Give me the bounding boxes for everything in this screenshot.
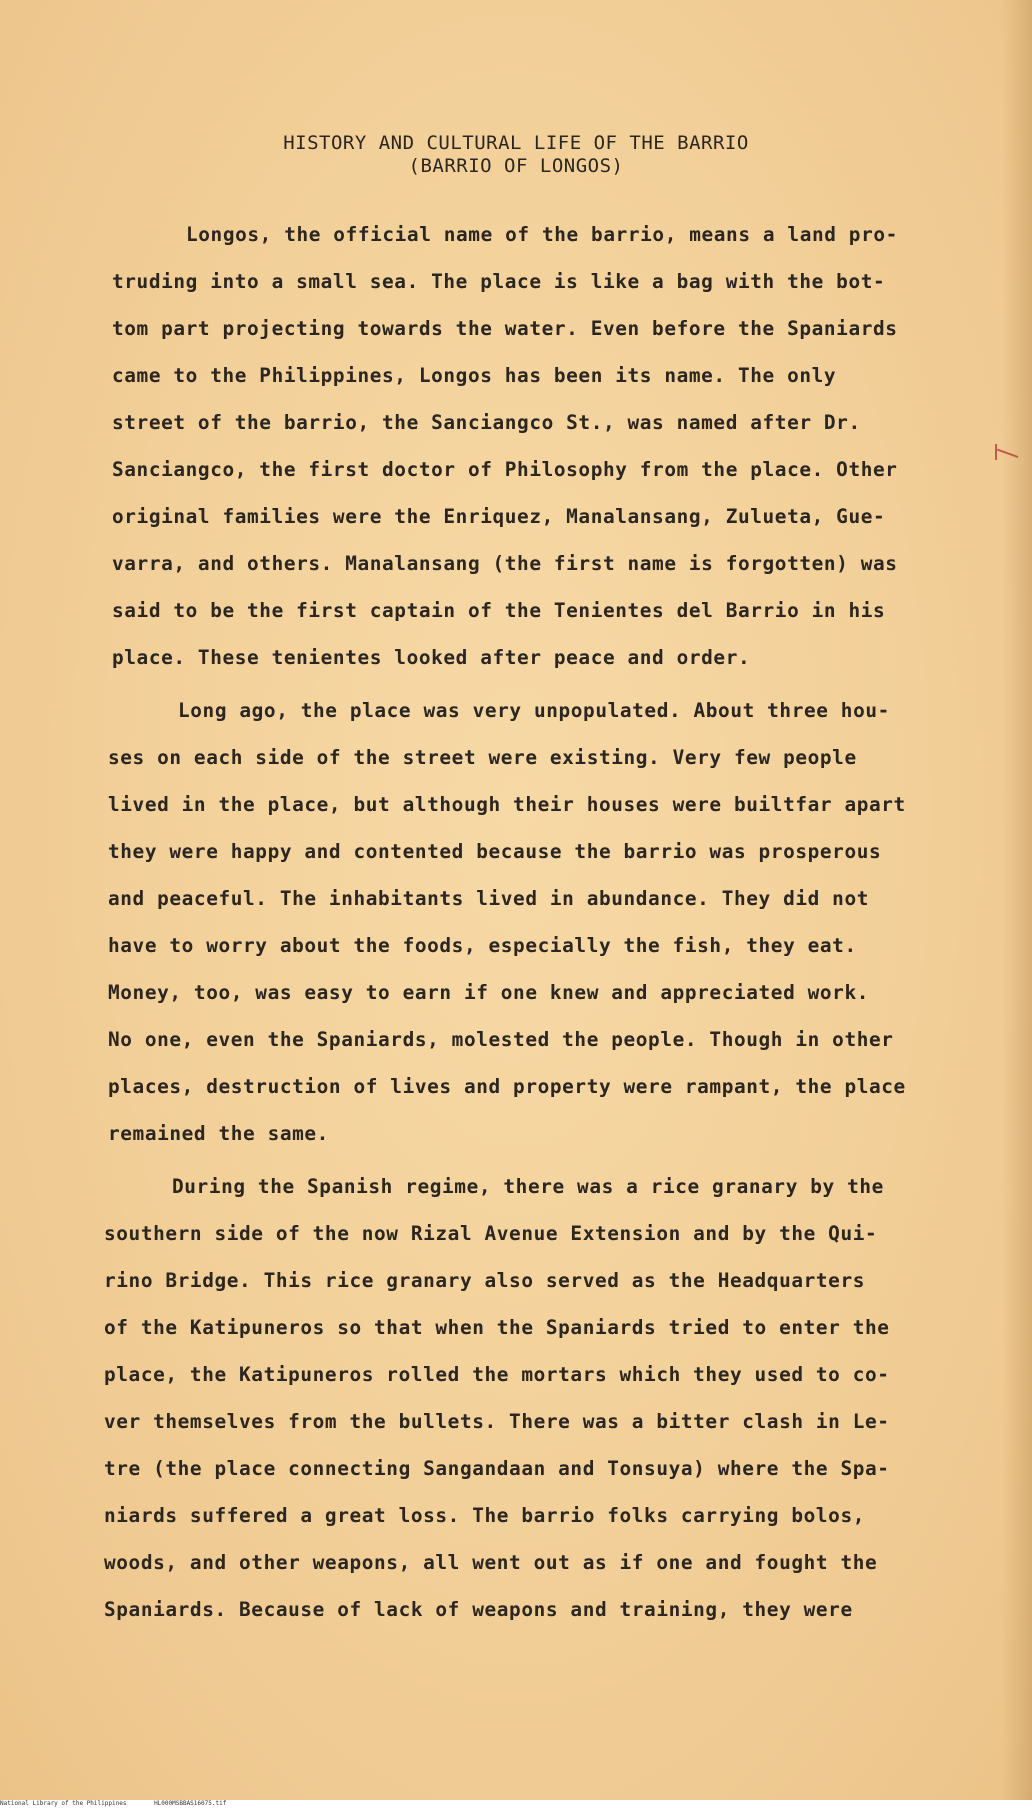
text-line: and peaceful. The inhabitants lived in abundance. They did not <box>108 887 869 910</box>
text-line: place. These tenientes looked after peace and order. <box>112 646 751 669</box>
text-line: said to be the first captain of the Tenientes del Barrio in his <box>112 599 886 622</box>
text-line: ver themselves from the bullets. There was a bitter clash in Le- <box>104 1410 890 1433</box>
text-line: During the Spanish regime, there was a rice granary by the <box>172 1175 884 1198</box>
text-line: truding into a small sea. The place is like a bag with the bot- <box>112 270 886 293</box>
text-line: original families were the Enriquez, Manalansang, Zulueta, Gue- <box>112 505 886 528</box>
footer-filename: HL000MSBBAS16075.tif <box>154 1800 227 1807</box>
text-line: remained the same. <box>108 1122 329 1145</box>
document-title: HISTORY AND CULTURAL LIFE OF THE BARRIO <box>283 132 749 154</box>
pen-mark <box>995 444 997 460</box>
text-line: tom part projecting towards the water. Even before the Spaniards <box>112 317 898 340</box>
text-line: of the Katipuneros so that when the Spaniards tried to enter the <box>104 1316 890 1339</box>
footer-library: National Library of the Philippines <box>0 1800 127 1807</box>
text-line: places, destruction of lives and property were rampant, the place <box>108 1075 906 1098</box>
text-line: they were happy and contented because the barrio was prosperous <box>108 840 882 863</box>
text-line: tre (the place connecting Sangandaan and Tonsuya) where the Spa- <box>104 1457 890 1480</box>
text-line: southern side of the now Rizal Avenue Extension and by the Qui- <box>104 1222 878 1245</box>
text-line: lived in the place, but although their houses were builtfar apart <box>108 793 906 816</box>
text-line: place, the Katipuneros rolled the mortars which they used to co- <box>104 1363 890 1386</box>
scan-footer <box>0 1800 1032 1808</box>
text-line: niards suffered a great loss. The barrio folks carrying bolos, <box>104 1504 865 1527</box>
text-line: ses on each side of the street were existing. Very few people <box>108 746 857 769</box>
pen-mark <box>994 449 1019 468</box>
text-line: came to the Philippines, Longos has been its name. The only <box>112 364 837 387</box>
text-line: street of the barrio, the Sanciangco St., was named after Dr. <box>112 411 861 434</box>
text-line: No one, even the Spaniards, molested the people. Though in other <box>108 1028 894 1051</box>
document-subtitle: (BARRIO OF LONGOS) <box>408 155 624 177</box>
text-line: Long ago, the place was very unpopulated. About three hou- <box>178 699 890 722</box>
text-line: Money, too, was easy to earn if one knew and appreciated work. <box>108 981 869 1004</box>
text-line: have to worry about the foods, especially the fish, they eat. <box>108 934 857 957</box>
text-line: Longos, the official name of the barrio, means a land pro- <box>186 223 898 246</box>
text-line: Spaniards. Because of lack of weapons and training, they were <box>104 1598 853 1621</box>
text-line: woods, and other weapons, all went out as if one and fought the <box>104 1551 878 1574</box>
text-line: varra, and others. Manalansang (the first name is forgotten) was <box>112 552 898 575</box>
text-line: Sanciangco, the first doctor of Philosophy from the place. Other <box>112 458 898 481</box>
text-line: rino Bridge. This rice granary also served as the Headquarters <box>104 1269 865 1292</box>
